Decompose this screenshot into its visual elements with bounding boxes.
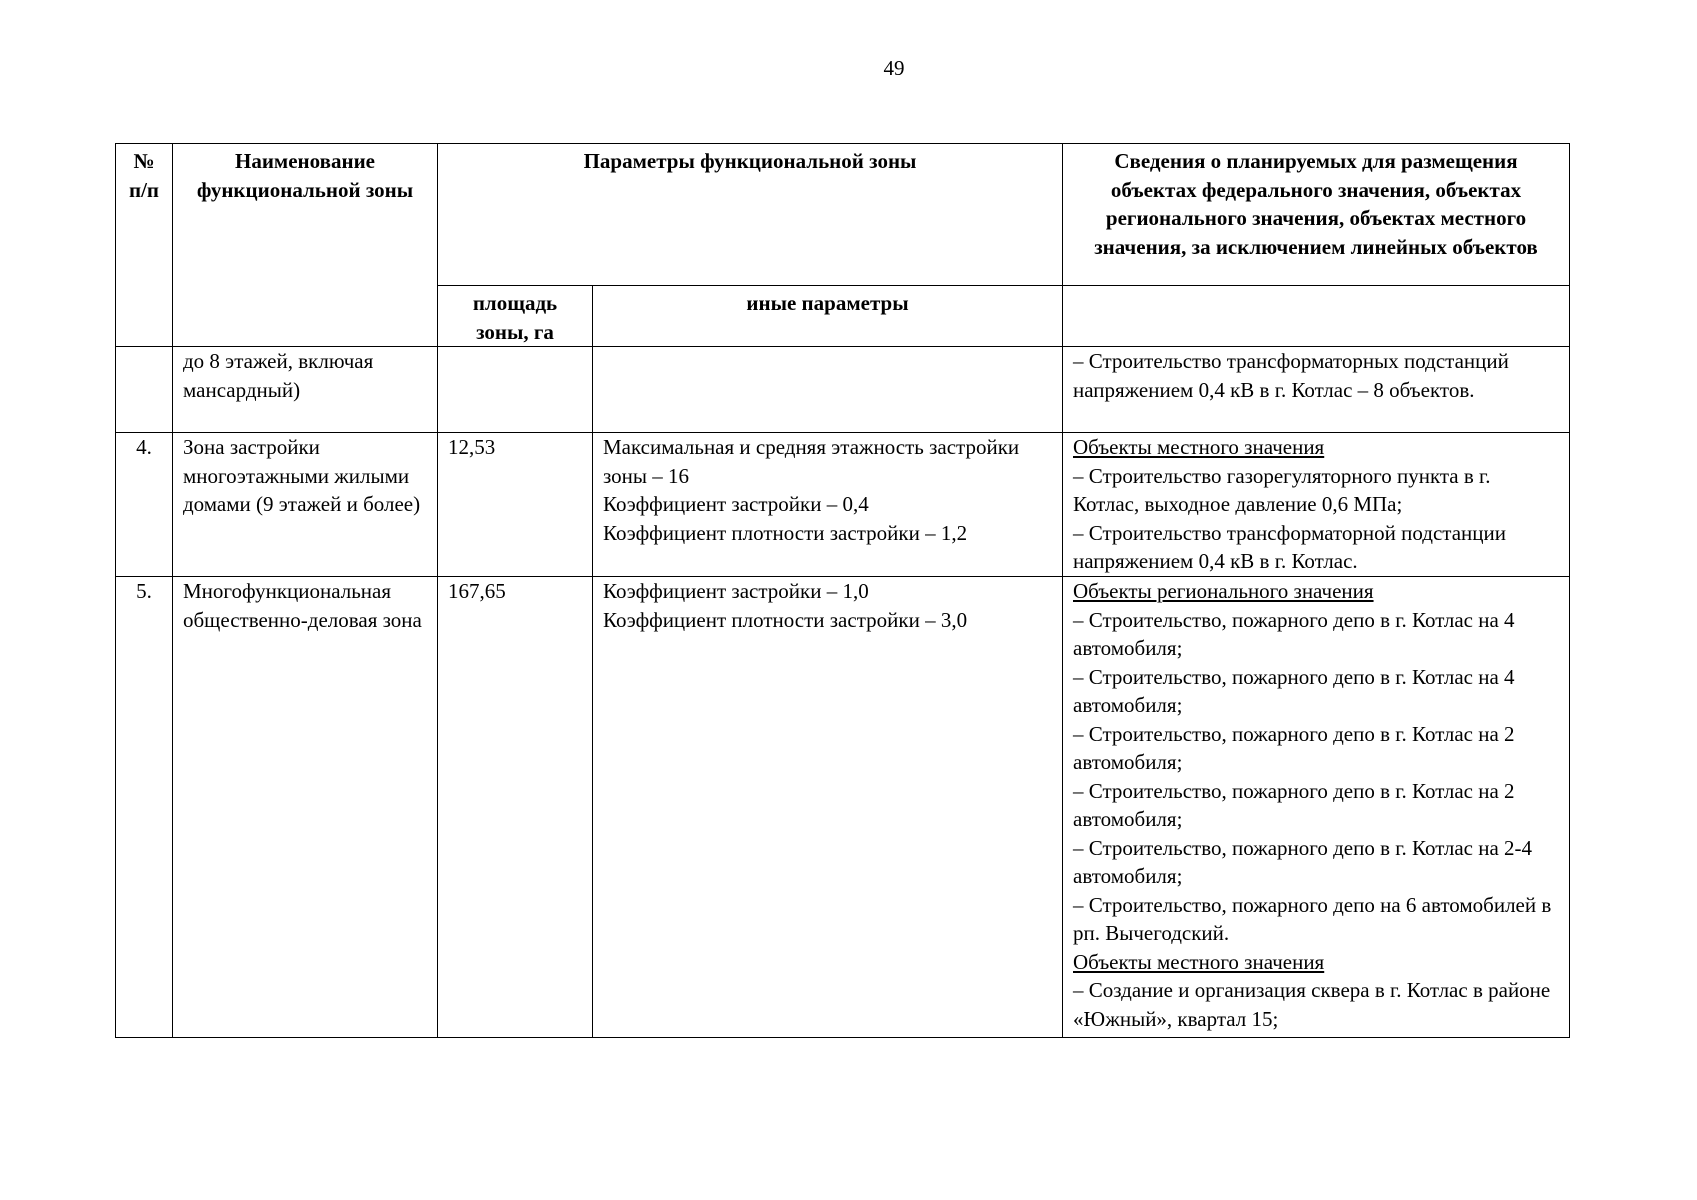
header-num: № п/п <box>116 144 173 347</box>
functional-zones-table <box>115 143 1570 1038</box>
object-item: – Строительство, пожарного депо на 6 автомобилей в рп. Вычегодский. <box>1073 892 1552 945</box>
table-row <box>116 577 1570 1038</box>
row-zone-name: Многофункциональная общественно-деловая зона <box>173 577 438 1038</box>
param-item: Коэффициент плотности застройки – 3,0 <box>603 607 968 632</box>
row-params <box>593 347 1063 433</box>
object-item: – Строительство трансформаторной подстанции напряжением 0,4 кВ в г. Котлас. <box>1073 520 1506 573</box>
object-item: – Строительство, пожарного депо в г. Котлас на 4 автомобиля; <box>1073 607 1515 660</box>
row-area: 12,53 <box>438 433 593 577</box>
object-item: – Строительство, пожарного депо в г. Котлас на 2 автомобиля; <box>1073 778 1515 831</box>
table-row <box>116 347 1570 433</box>
header-other-params: иные параметры <box>593 286 1063 347</box>
param-item: Максимальная и средняя этажность застройки зоны – 16 <box>603 435 1020 488</box>
row-area <box>438 347 593 433</box>
row-area: 167,65 <box>438 577 593 1038</box>
header-zone-params: Параметры функциональной зоны <box>438 144 1063 286</box>
row-objects <box>1063 347 1570 433</box>
objects-heading: Объекты местного значения <box>1073 435 1325 459</box>
row-num: 4. <box>116 433 173 577</box>
table-row <box>116 433 1570 577</box>
object-item: – Строительство трансформаторных подстанций напряжением 0,4 кВ в г. Котлас – 8 объектов. <box>1073 349 1509 402</box>
row-num: 5. <box>116 577 173 1038</box>
header-area: площадь зоны, га <box>438 286 593 347</box>
object-item: – Строительство, пожарного депо в г. Котлас на 2 автомобиля; <box>1073 721 1515 774</box>
object-item: – Создание и организация сквера в г. Котлас в районе «Южный», квартал 15; <box>1073 978 1551 1031</box>
table-header-row <box>116 144 1570 286</box>
param-item: Коэффициент плотности застройки – 1,2 <box>603 520 968 545</box>
row-objects <box>1063 577 1570 1038</box>
row-zone-name: Зона застройки многоэтажными жилыми домами (9 этажей и более) <box>173 433 438 577</box>
row-params <box>593 577 1063 1038</box>
object-item: – Строительство, пожарного депо в г. Котлас на 4 автомобиля; <box>1073 664 1515 717</box>
object-item: – Строительство газорегуляторного пункта в г. Котлас, выходное давление 0,6 МПа; <box>1073 463 1491 516</box>
row-zone-name: до 8 этажей, включая мансардный) <box>173 347 438 433</box>
header-planned-objects: Сведения о планируемых для размещения объектах федерального значения, объектах регионального значения, объектах местного значения, за исключением линейных объектов <box>1063 144 1570 286</box>
header-empty <box>1063 286 1570 347</box>
row-num <box>116 347 173 433</box>
param-item: Коэффициент застройки – 1,0 <box>603 579 869 603</box>
page-number: 49 <box>883 56 905 80</box>
objects-heading: Объекты регионального значения <box>1073 579 1374 603</box>
object-item: – Строительство, пожарного депо в г. Котлас на 2-4 автомобиля; <box>1073 835 1533 888</box>
objects-heading: Объекты местного значения <box>1073 949 1325 974</box>
row-params <box>593 433 1063 577</box>
row-objects <box>1063 433 1570 577</box>
param-item: Коэффициент застройки – 0,4 <box>603 492 869 516</box>
header-zone-name: Наименование функциональной зоны <box>173 144 438 347</box>
